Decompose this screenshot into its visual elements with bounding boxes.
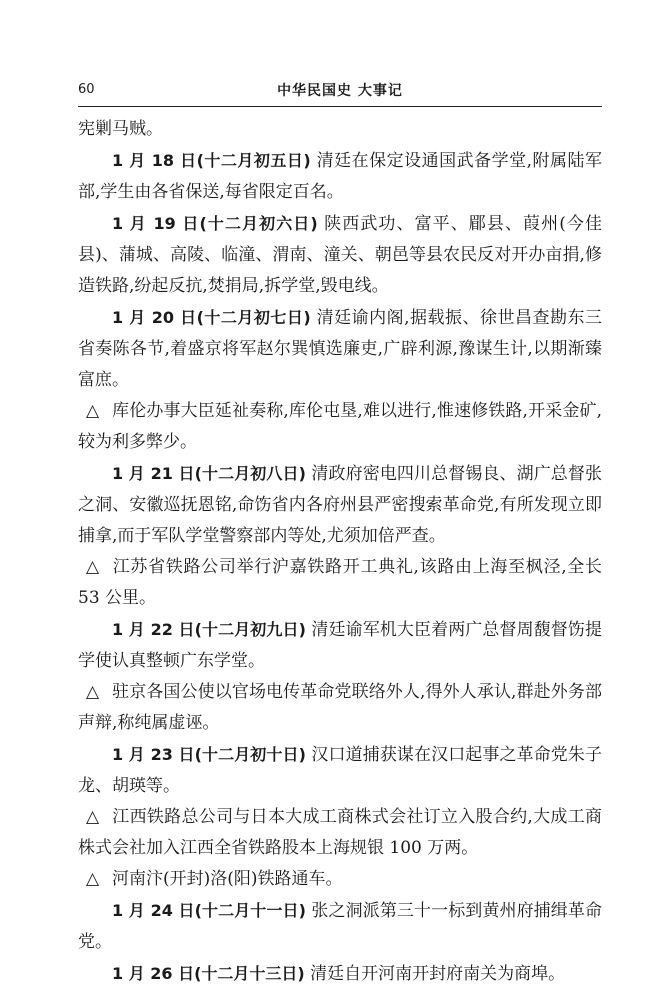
paragraph — [78, 458, 602, 552]
entry-date: 1 月 19 日(十二月初六日) — [112, 214, 318, 233]
paragraph — [78, 614, 602, 677]
paragraph-text: 清廷自开河南开封府南关为商埠。 — [304, 964, 566, 984]
header-rule — [78, 106, 602, 107]
paragraph-text: 汉口道捕获谋在汉口起事之革命党朱子龙、胡瑛等。 — [78, 745, 602, 796]
triangle-marker-icon: △ — [86, 869, 100, 889]
paragraph — [78, 864, 602, 895]
entry-date: 1 月 23 日(十二月初十日) — [112, 745, 306, 764]
paragraph — [78, 302, 602, 396]
entry-date: 1 月 26 日(十二月十三日) — [112, 964, 305, 983]
paragraph — [78, 677, 602, 739]
paragraph — [78, 958, 602, 990]
paragraph-text: 库伦办事大臣延祉奏称,库伦屯垦,难以进行,惟速修铁路,开采金矿,较为利多弊少。 — [78, 401, 602, 452]
entry-date: 1 月 18 日(十二月初五日) — [112, 151, 311, 170]
paragraph-text: 清廷谕军机大臣着两广总督周馥督饬提学使认真整顿广东学堂。 — [78, 620, 602, 671]
triangle-marker-icon: △ — [86, 807, 100, 827]
paragraph-text: 清廷在保定设通国武备学堂,附属陆军部,学生由各省保送,每省限定百名。 — [78, 151, 602, 202]
triangle-marker-icon: △ — [86, 682, 100, 702]
paragraph-text: 清政府密电四川总督锡良、湖广总督张之洞、安徽巡抚恩铭,命饬省内各府州县严密搜索革命党,有所发现立即捕拿,而于军队学堂警察部内等处,尤须加倍严查。 — [78, 464, 602, 546]
paragraph — [78, 208, 602, 302]
paragraph — [78, 145, 602, 208]
entry-date: 1 月 20 日(十二月初七日) — [112, 308, 311, 327]
page-number: 60 — [78, 82, 95, 97]
entry-date: 1 月 24 日(十二月十一日) — [112, 901, 306, 920]
paragraph-text: 江西铁路总公司与日本大成工商株式会社订立入股合约,大成工商株式会社加入江西全省铁路股本上海规银 100 万两。 — [78, 807, 602, 858]
paragraph-text: 陕西武功、富平、郿县、葭州(今佳县)、蒲城、高陵、临潼、渭南、潼关、朝邑等县农民反对开办亩捐,修造铁路,纷起反抗,焚捐局,拆学堂,毁电线。 — [78, 214, 602, 296]
entry-date: 1 月 21 日(十二月初八日) — [112, 464, 306, 483]
paragraph — [78, 739, 602, 802]
paragraph — [78, 552, 602, 614]
paragraph-text: 河南汴(开封)洛(阳)铁路通车。 — [112, 869, 343, 889]
running-title: 中华民国史 大事记 — [277, 83, 403, 99]
page-header — [78, 80, 602, 102]
paragraph-text: 宪剿马贼。 — [78, 119, 163, 139]
paragraph-text: 江苏省铁路公司举行沪嘉铁路开工典礼,该路由上海至枫泾,全长 53 公里。 — [78, 557, 602, 608]
paragraph-text: 清廷谕内阁,据载振、徐世昌查勘东三省奏陈各节,着盛京将军赵尔巽慎选廉吏,广辟利源,豫谋生计,以期渐臻富庶。 — [78, 308, 602, 390]
entry-date: 1 月 22 日(十二月初九日) — [112, 620, 306, 639]
paragraph-text: 驻京各国公使以官场电传革命党联络外人,得外人承认,群赴外务部声辩,称纯属虚诬。 — [78, 682, 602, 733]
paragraph — [78, 396, 602, 458]
paragraph-text: 张之洞派第三十一标到黄州府捕缉革命党。 — [78, 901, 602, 952]
paragraph — [78, 114, 602, 145]
triangle-marker-icon: △ — [86, 557, 100, 577]
paragraph — [78, 802, 602, 864]
paragraph — [78, 895, 602, 958]
triangle-marker-icon: △ — [86, 401, 100, 421]
body-text — [78, 114, 602, 990]
